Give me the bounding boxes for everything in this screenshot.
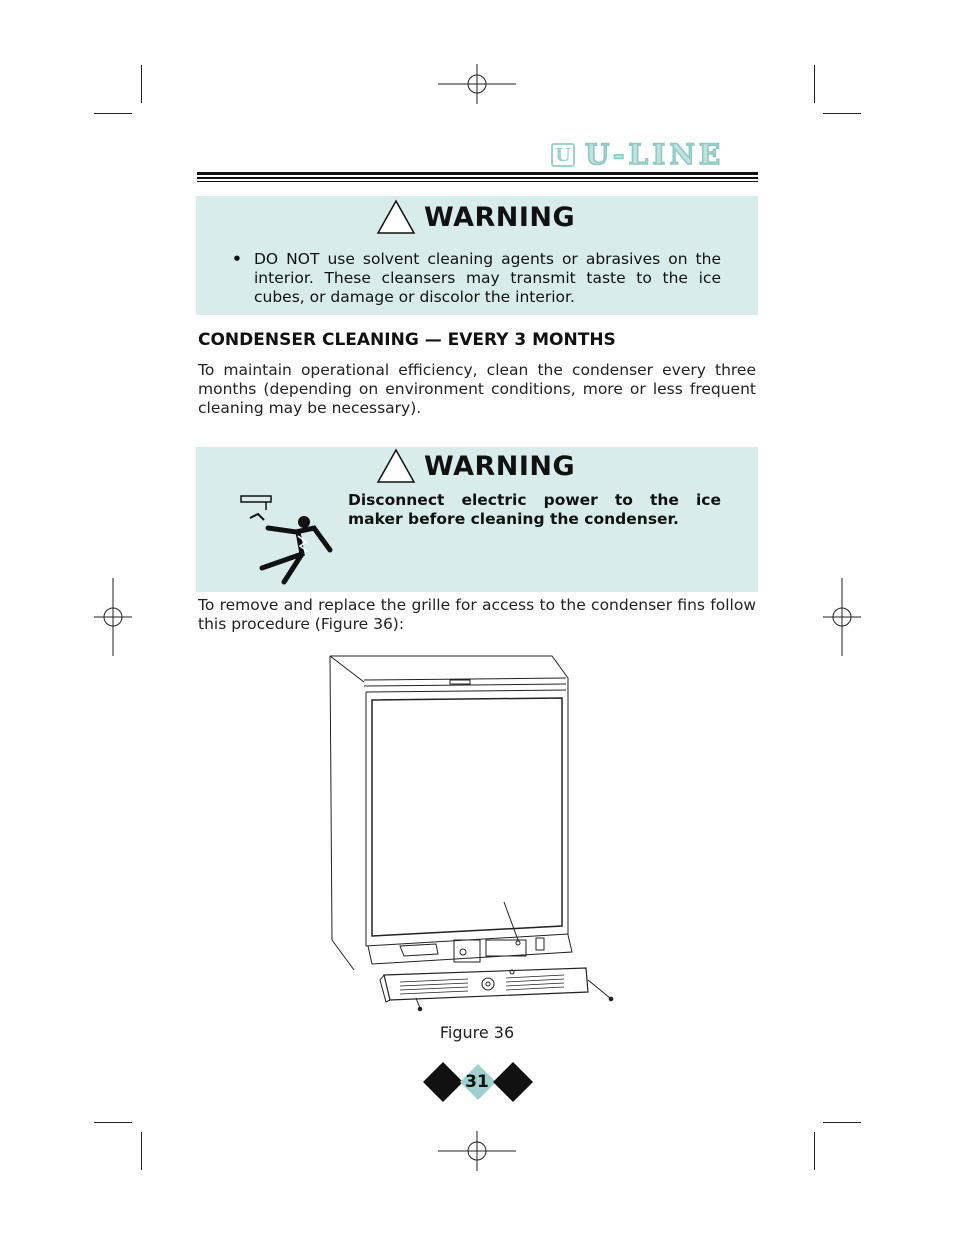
warning-text-electric: Disconnect electric power to the ice maker before cleaning the condenser. — [348, 491, 721, 528]
header-rule — [197, 172, 758, 175]
crop-mark — [141, 65, 142, 103]
warning-bullet: • — [232, 250, 242, 268]
brand-logo — [551, 138, 724, 171]
warning-title: WARNING — [376, 199, 575, 235]
crop-mark — [141, 1132, 142, 1170]
crop-mark — [814, 1132, 815, 1170]
registration-mark-top — [438, 64, 516, 104]
logo-text: U-LINE — [585, 138, 725, 171]
crop-mark — [823, 113, 861, 114]
crop-mark — [823, 1122, 861, 1123]
section-paragraph: To maintain operational efficiency, clean the condenser every three months (depending on environment conditions, more or less frequent cleaning may be necessary). — [198, 361, 756, 417]
warning-triangle-icon — [376, 448, 416, 484]
page-number: 31 — [465, 1072, 489, 1092]
registration-mark-bottom — [438, 1131, 516, 1171]
registration-mark-right — [823, 578, 861, 656]
warning-title: WARNING — [376, 448, 575, 484]
crop-mark — [94, 1122, 132, 1123]
logo-mark-icon: U — [551, 143, 575, 167]
procedure-paragraph: To remove and replace the grille for access to the condenser fins follow this procedure (Figure 36): — [198, 596, 756, 633]
section-heading: CONDENSER CLEANING — EVERY 3 MONTHS — [198, 330, 616, 350]
warning-triangle-icon — [376, 199, 416, 235]
header-rule — [197, 177, 758, 179]
crop-mark — [814, 65, 815, 103]
ice-maker-figure — [320, 650, 620, 1015]
warning-text-solvents: DO NOT use solvent cleaning agents or abrasives on the interior. These cleansers may transmit taste to the ice cubes, or damage or discolor the interior. — [254, 250, 721, 306]
registration-mark-left — [94, 578, 132, 656]
crop-mark — [94, 113, 132, 114]
figure-caption: Figure 36 — [439, 1023, 515, 1042]
header-rule — [197, 181, 758, 182]
electric-shock-icon — [238, 492, 338, 586]
